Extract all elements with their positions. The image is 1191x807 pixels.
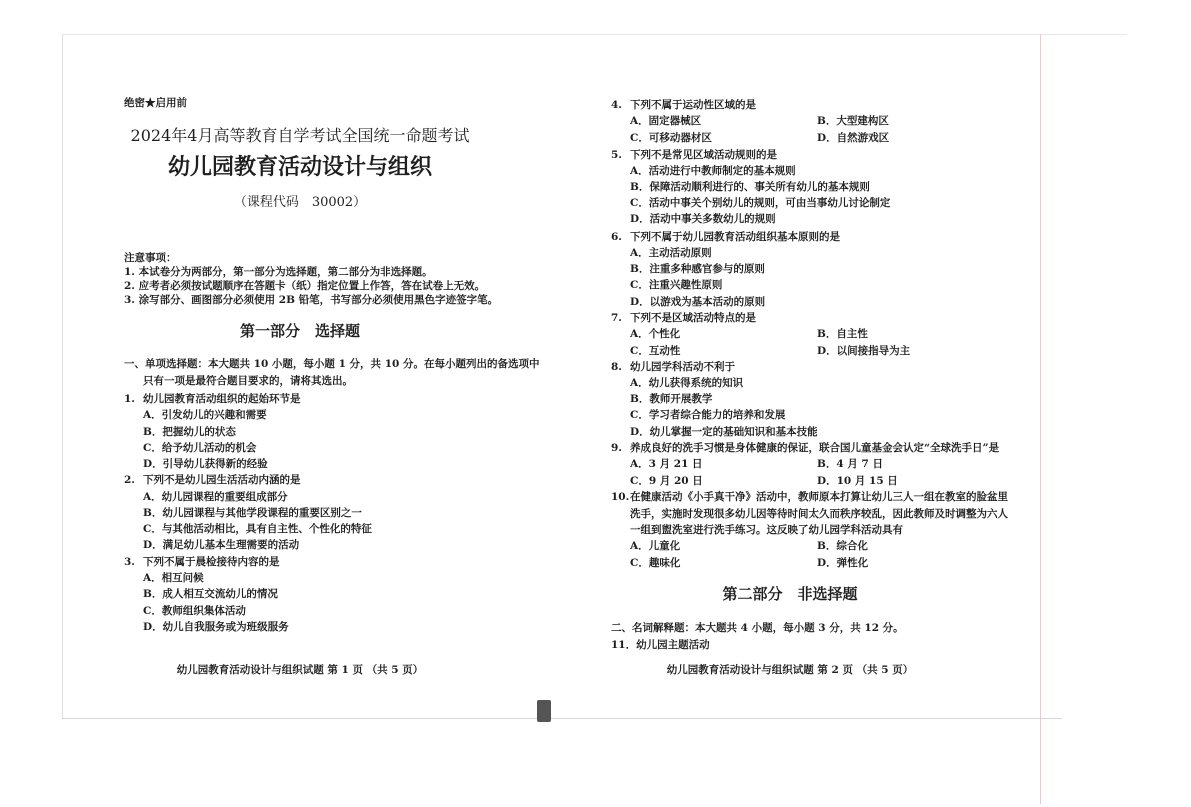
option: D．弹性化 (817, 557, 869, 569)
option: C．互动性 (630, 345, 681, 357)
option: B．把握幼儿的状态 (143, 426, 236, 438)
notice-item: 1. 本试卷分为两部分，第一部分为选择题，第二部分为非选择题。 (124, 266, 433, 278)
question-text: 下列不是幼儿园生活活动内涵的是 (143, 474, 301, 486)
option: D．10 月 15 日 (817, 475, 898, 487)
option: C．给予幼儿活动的机会 (143, 442, 257, 454)
question-text: 11．幼儿园主题活动 (611, 639, 710, 651)
page-edge (1040, 34, 1041, 804)
option: C．9 月 20 日 (630, 475, 703, 487)
question-text: 下列不是常见区域活动规则的是 (630, 149, 777, 161)
option: A．3 月 21 日 (630, 458, 703, 470)
question-number: 6. (611, 231, 622, 243)
option: A．固定器械区 (630, 115, 702, 127)
question-text: 幼儿园学科活动不利于 (630, 361, 735, 373)
option: B．大型建构区 (817, 115, 889, 127)
question-text: 下列不属于运动性区域的是 (630, 99, 756, 111)
option: B．综合化 (817, 540, 868, 552)
option: D．自然游戏区 (817, 132, 890, 144)
option: A．儿童化 (630, 540, 681, 552)
option: D．满足幼儿基本生理需要的活动 (143, 539, 300, 551)
confidential-mark: 绝密★启用前 (124, 97, 187, 109)
exam-title: 2024年4月高等教育自学考试全国统一命题考试 (130, 126, 470, 145)
option: C．趣味化 (630, 557, 681, 569)
question-text: 下列不属于幼儿园教育活动组织基本原则的是 (630, 231, 840, 243)
course-code: （课程代码 30002） (233, 195, 367, 210)
option: D．幼儿自我服务或为班级服务 (143, 621, 289, 633)
option: B．注重多种感官参与的原则 (630, 263, 765, 275)
option: B．自主性 (817, 328, 868, 340)
question-number: 4. (611, 99, 622, 111)
question-number: 9. (611, 442, 622, 454)
option: A．引发幼儿的兴趣和需要 (143, 409, 267, 421)
section-instructions: 只有一项是最符合题目要求的，请将其选出。 (143, 375, 353, 387)
option: D．活动中事关多数幼儿的规则 (630, 213, 776, 225)
question-text: 养成良好的洗手习惯是身体健康的保证，联合国儿童基金会认定“全球洗手日”是 (630, 442, 1000, 454)
option: A．主动活动原则 (630, 247, 712, 259)
question-number: 1. (124, 393, 135, 405)
option: A．个性化 (630, 328, 681, 340)
page-edge (62, 34, 1127, 35)
section-instructions: 一、单项选择题：本大题共 10 小题，每小题 1 分，共 10 分。在每小题列出的备选项中 (124, 358, 540, 370)
question-text: 下列不属于晨检接待内容的是 (143, 556, 280, 568)
option: B．成人相互交流幼儿的情况 (143, 588, 278, 600)
option: C．与其他活动相比，具有自主性、个性化的特征 (143, 523, 372, 535)
question-number: 3. (124, 556, 135, 568)
page-footer: 幼儿园教育活动设计与组织试题 第 1 页 （共 5 页） (176, 664, 424, 676)
question-text: 洗手，实施时发现很多幼儿因等待时间太久而秩序较乱，因此教师及时调整为六人 (630, 508, 1008, 520)
question-text: 幼儿园教育活动组织的起始环节是 (143, 393, 301, 405)
question-number: 8. (611, 361, 622, 373)
notice-item: 2. 应考者必须按试题顺序在答题卡（纸）指定位置上作答，答在试卷上无效。 (124, 280, 486, 292)
question-text: 在健康活动《小手真干净》活动中，教师原本打算让幼儿三人一组在教室的脸盆里 (630, 491, 1008, 503)
question-text: 一组到盥洗室进行洗手练习。这反映了幼儿园学科活动具有 (630, 524, 903, 536)
option: B．保障活动顺利进行的、事关所有幼儿的基本规则 (630, 181, 870, 193)
part1-title: 第一部分 选择题 (239, 322, 360, 340)
question-number: 7. (611, 312, 622, 324)
option: C．注重兴趣性原则 (630, 279, 723, 291)
question-number: 5. (611, 149, 622, 161)
option: C．活动中事关个别幼儿的规则，可由当事幼儿讨论制定 (630, 197, 891, 209)
part2-title: 第二部分 非选择题 (722, 585, 858, 603)
page-edge (62, 718, 1062, 719)
option: D．引导幼儿获得新的经验 (143, 458, 268, 470)
page-footer: 幼儿园教育活动设计与组织试题 第 2 页 （共 5 页） (666, 664, 914, 676)
option: B．幼儿园课程与其他学段课程的重要区别之一 (143, 507, 362, 519)
question-number: 10. (611, 491, 630, 503)
binding-tab (537, 700, 551, 722)
option: C．学习者综合能力的培养和发展 (630, 409, 786, 421)
option: A．活动进行中教师制定的基本规则 (630, 165, 796, 177)
option: C．教师组织集体活动 (143, 605, 246, 617)
page-edge (62, 34, 63, 719)
question-text: 下列不是区域活动特点的是 (630, 312, 756, 324)
option: D．以游戏为基本活动的原则 (630, 296, 766, 308)
notice-title: 注意事项： (124, 252, 177, 264)
notice-item: 3. 涂写部分、画图部分必须使用 2B 铅笔，书写部分必须使用黑色字迹签字笔。 (124, 294, 499, 306)
option: D．以间接指导为主 (817, 345, 911, 357)
question-number: 2. (124, 474, 135, 486)
option: A．幼儿园课程的重要组成部分 (143, 491, 288, 503)
option: A．幼儿获得系统的知识 (630, 377, 744, 389)
option: B．4 月 7 日 (817, 458, 883, 470)
option: D．幼儿掌握一定的基础知识和基本技能 (630, 426, 818, 438)
option: A．相互问候 (143, 572, 204, 584)
option: C．可移动器材区 (630, 132, 712, 144)
course-title: 幼儿园教育活动设计与组织 (167, 154, 432, 180)
option: B．教师开展教学 (630, 393, 713, 405)
section-instructions: 二、名词解释题：本大题共 4 小题，每小题 3 分，共 12 分。 (611, 622, 904, 634)
